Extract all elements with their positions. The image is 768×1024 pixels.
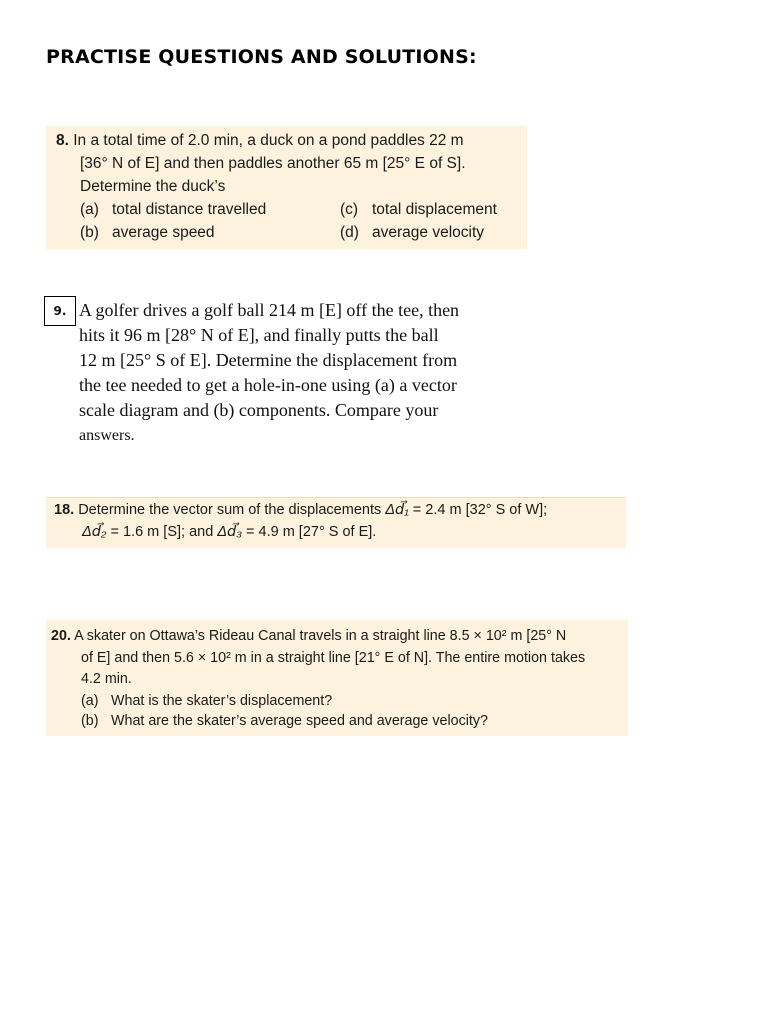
q8-line-3: Determine the duck’s [80, 178, 226, 195]
q18-text-4: = 4.9 m [27° S of E]. [241, 524, 377, 540]
q20-option-b-label: (b) [81, 713, 99, 729]
q18-d2-symbol: Δd⃗₂ [82, 524, 107, 540]
q8-option-d [340, 224, 484, 242]
q20-number: 20. [51, 628, 71, 644]
q18-d1-symbol: Δd⃗₁ [385, 502, 409, 518]
q18-text-3: = 1.6 m [S]; and [106, 524, 218, 540]
q9-line-4: the tee needed to get a hole-in-one using (a) a vector [79, 375, 457, 395]
q8-line-1 [56, 132, 464, 150]
q20-option-b [81, 713, 488, 729]
q8-option-a [80, 201, 266, 219]
q8-line-2: [36° N of E] and then paddles another 65 m [25° E of S]. [80, 155, 466, 172]
q20-line-2: of E] and then 5.6 × 10² m in a straight line [21° E of N]. The entire motion takes [81, 650, 586, 666]
q8-option-a-label: (a) [80, 201, 99, 218]
q8-option-d-text: average velocity [372, 224, 485, 241]
q8-number: 8. [56, 132, 69, 149]
q8-option-d-label: (d) [340, 224, 359, 241]
q8-option-c [340, 201, 497, 219]
q20-option-b-text: What are the skater’s average speed and average velocity? [111, 713, 488, 729]
q8-option-b-text: average speed [112, 224, 215, 241]
q18-text-1: Determine the vector sum of the displacements [78, 502, 386, 518]
question-20 [46, 620, 628, 736]
q8-option-c-text: total displacement [372, 201, 497, 218]
q8-option-a-text: total distance travelled [112, 201, 267, 218]
q8-option-b [80, 224, 215, 242]
page-title: PRACTISE QUESTIONS AND SOLUTIONS: [46, 46, 477, 68]
q9-line-3: 12 m [25° S of E]. Determine the displacement from [79, 350, 458, 370]
q18-line-1 [54, 502, 547, 518]
q9-line-2: hits it 96 m [28° N of E], and finally putts the ball [79, 325, 439, 345]
q20-option-a-text: What is the skater’s displacement? [111, 693, 333, 709]
q8-text-1: In a total time of 2.0 min, a duck on a pond paddles 22 m [73, 132, 464, 149]
question-18 [46, 497, 626, 548]
q18-line-2 [82, 524, 376, 540]
q8-option-c-label: (c) [340, 201, 359, 218]
q9-line-1: A golfer drives a golf ball 214 m [E] off the tee, then [79, 300, 460, 320]
question-9 [44, 296, 524, 456]
q8-option-b-label: (b) [80, 224, 99, 241]
q20-line-3: 4.2 min. [81, 671, 132, 687]
q20-text-1: A skater on Ottawa’s Rideau Canal travels in a straight line 8.5 × 10² m [25° N [74, 628, 567, 644]
q18-text-2: = 2.4 m [32° S of W]; [408, 502, 548, 518]
question-8 [46, 126, 527, 249]
q20-option-a [81, 693, 332, 709]
q9-line-6: answers. [79, 427, 135, 444]
q9-line-5: scale diagram and (b) components. Compare your [79, 400, 439, 420]
q18-d3-symbol: Δd⃗₃ [217, 524, 242, 540]
q20-option-a-label: (a) [81, 693, 99, 709]
q9-number-box: 9. [44, 296, 76, 326]
q20-line-1 [51, 628, 566, 644]
q18-number: 18. [54, 502, 75, 518]
